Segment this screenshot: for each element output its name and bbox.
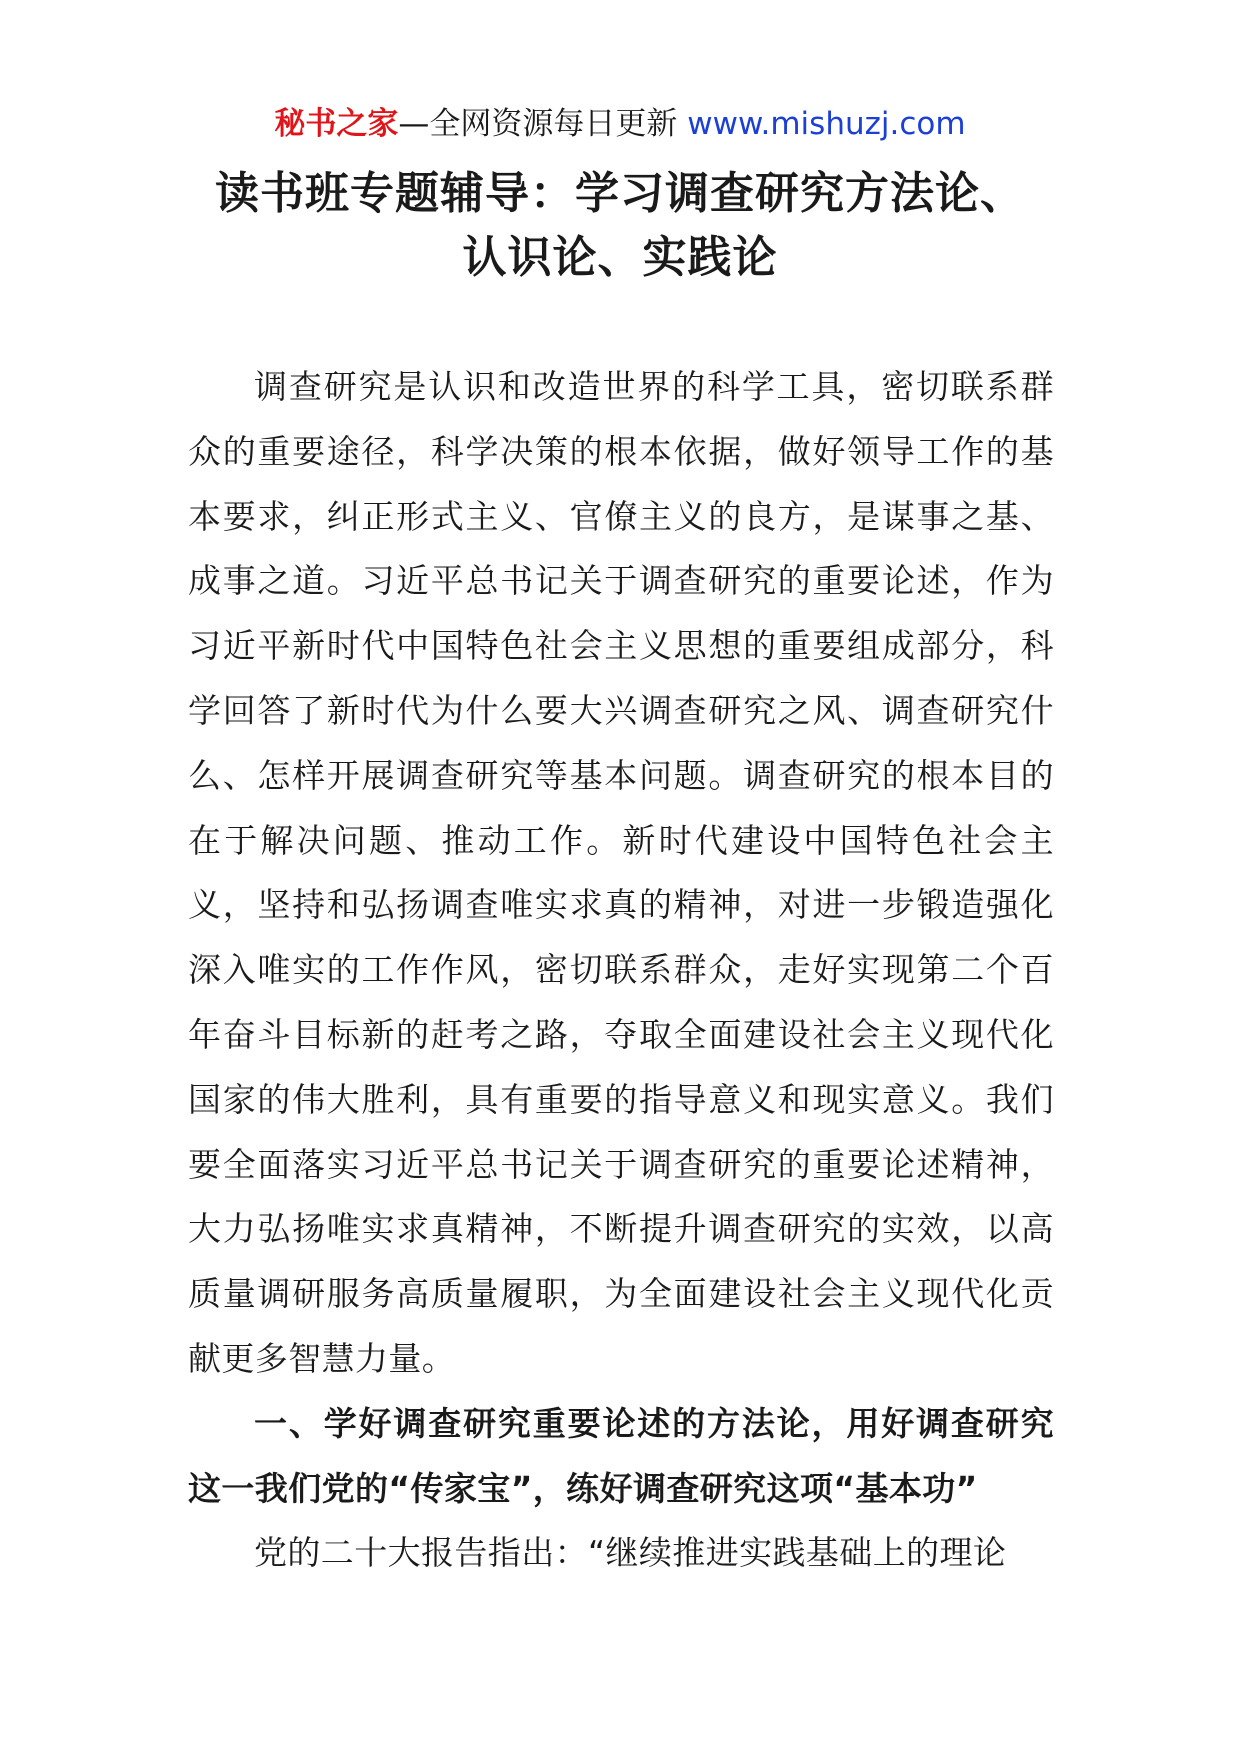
intro-paragraph: 调查研究是认识和改造世界的科学工具，密切联系群众的重要途径，科学决策的根本依据，做好领导工作的基本要求，纠正形式主义、官僚主义的良方，是谋事之基、成事之道。习近平总书记关于调查研究的重要论述，作为习近平新时代中国特色社会主义思想的重要组成部分，科学回答了新时代为什么要大兴调查研究之风、调查研究什么、怎样开展调查研究等基本问题。调查研究的根本目的在于解决问题、推动工作。新时代建设中国特色社会主义，坚持和弘扬调查唯实求真的精神，对进一步锻造强化深入唯实的工作作风，密切联系群众，走好实现第二个百年奋斗目标新的赶考之路，夺取全面建设社会主义现代化国家的伟大胜利，具有重要的指导意义和现实意义。我们要全面落实习近平总书记关于调查研究的重要论述精神，大力弘扬唯实求真精神，不断提升调查研究的实效，以高质量调研服务高质量履职，为全面建设社会主义现代化贡献更多智慧力量。 bbox=[188, 367, 1054, 1378]
document-title bbox=[0, 162, 1240, 290]
section-1-paragraph: 党的二十大报告指出：“继续推进实践基础上的理论 bbox=[254, 1533, 1007, 1573]
title-line-1: 读书班专题辅导：学习调查研究方法论、 bbox=[215, 168, 1025, 219]
section-1-heading: 一、学好调查研究重要论述的方法论，用好调查研究这一我们党的“传家宝”，练好调查研究这项“基本功” bbox=[188, 1403, 1054, 1508]
site-header bbox=[0, 100, 1240, 148]
document-body bbox=[188, 355, 1054, 1586]
brand-name: 秘书之家 bbox=[274, 106, 399, 142]
title-line-2: 认识论、实践论 bbox=[462, 232, 778, 283]
header-tagline: —全网资源每日更新 bbox=[398, 106, 678, 142]
site-url[interactable]: www.mishuzj.com bbox=[687, 106, 966, 142]
